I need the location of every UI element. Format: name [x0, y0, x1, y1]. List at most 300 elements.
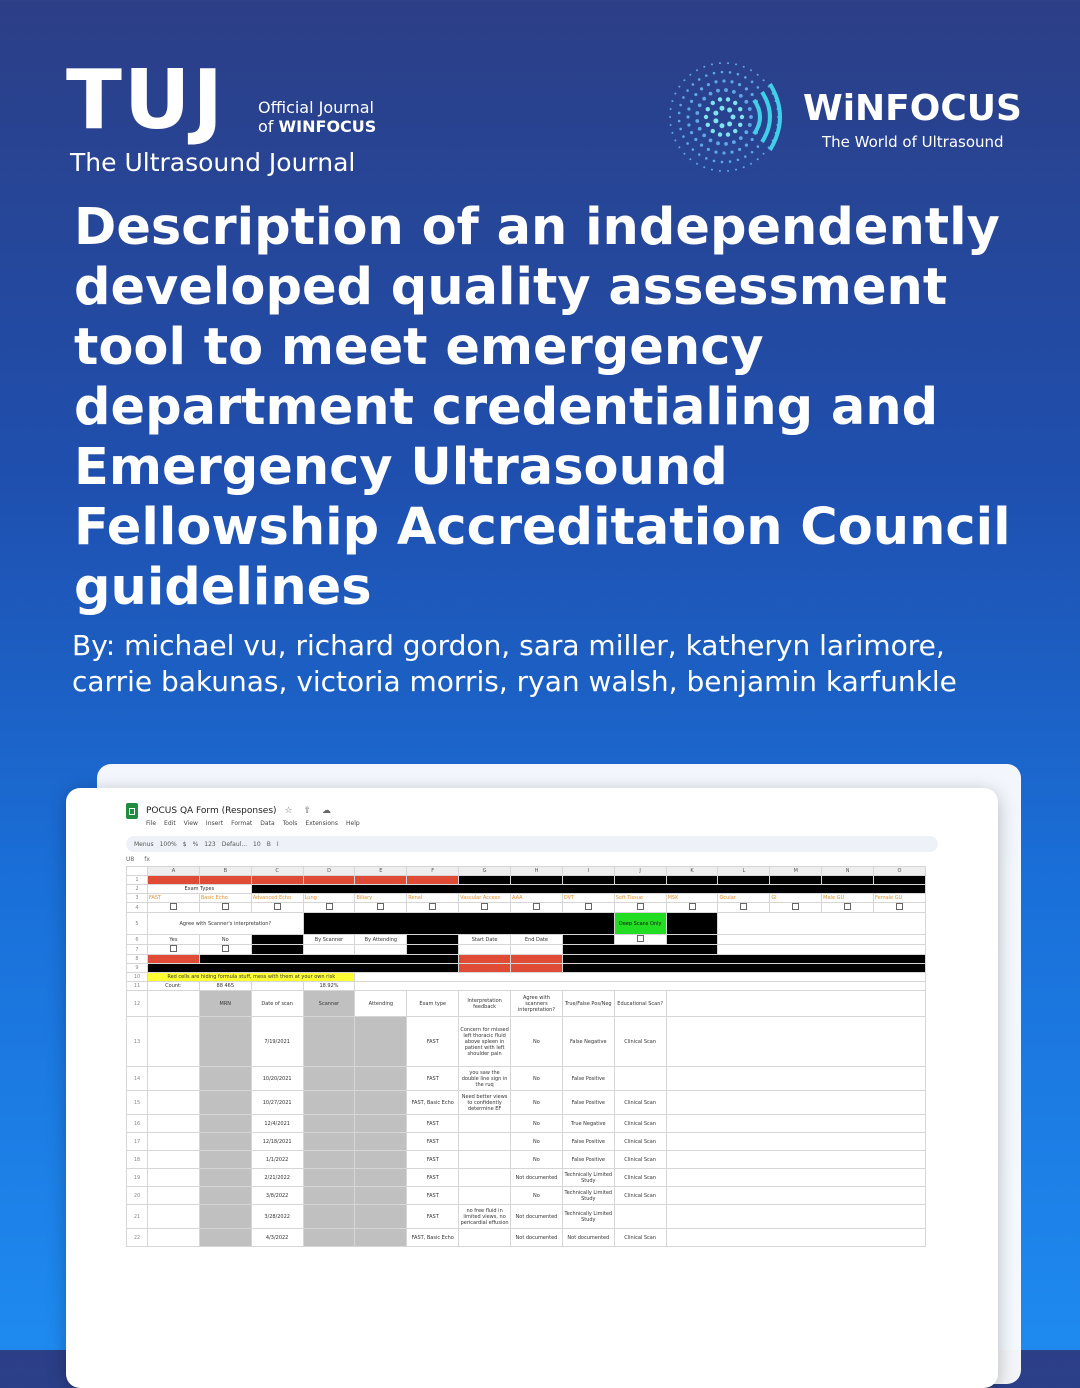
exam-type-label[interactable]: Female GU: [874, 894, 926, 903]
checkbox[interactable]: [429, 903, 436, 910]
cell[interactable]: [407, 945, 459, 955]
cell[interactable]: 1: [127, 876, 148, 885]
edu-cell[interactable]: Clinical Scan: [614, 1115, 666, 1133]
cell[interactable]: [407, 903, 459, 913]
cell[interactable]: 13: [127, 1017, 148, 1067]
cell[interactable]: [666, 1115, 925, 1133]
cell[interactable]: [562, 955, 925, 964]
cell[interactable]: 6: [127, 935, 148, 945]
cell[interactable]: [666, 1133, 925, 1151]
date-cell[interactable]: 1/1/2022: [251, 1151, 303, 1169]
cell[interactable]: 21: [127, 1205, 148, 1229]
cell[interactable]: [148, 1133, 200, 1151]
feedback-cell[interactable]: you saw the double line sign in the ruq: [459, 1067, 511, 1091]
cell[interactable]: [148, 964, 459, 973]
cell[interactable]: [251, 945, 303, 955]
feedback-cell[interactable]: [459, 1133, 511, 1151]
exam-type-label[interactable]: Soft Tissue: [614, 894, 666, 903]
feedback-cell[interactable]: Concern for missed left thoracic fluid above spleen in patient with left shoulder pain: [459, 1017, 511, 1067]
date-cell[interactable]: 7/19/2021: [251, 1017, 303, 1067]
cell[interactable]: [148, 1187, 200, 1205]
column-header[interactable]: J: [614, 867, 666, 876]
cell[interactable]: [148, 1017, 200, 1067]
cell[interactable]: [303, 1067, 355, 1091]
star-icon[interactable]: ☆ ⇪ ☁: [284, 806, 335, 816]
edu-cell[interactable]: Clinical Scan: [614, 1229, 666, 1247]
cell[interactable]: [199, 1115, 251, 1133]
checkbox[interactable]: [792, 903, 799, 910]
feedback-cell[interactable]: [459, 1115, 511, 1133]
cell[interactable]: [355, 1091, 407, 1115]
column-header[interactable]: B: [199, 867, 251, 876]
cell[interactable]: [148, 955, 200, 964]
feedback-cell[interactable]: [459, 1169, 511, 1187]
exam-type-label[interactable]: Ocular: [718, 894, 770, 903]
checkbox[interactable]: [637, 903, 644, 910]
cell[interactable]: [303, 1133, 355, 1151]
cell[interactable]: [199, 1017, 251, 1067]
cell[interactable]: 7: [127, 945, 148, 955]
count-label[interactable]: Count:: [148, 982, 200, 991]
agree-cell[interactable]: No: [511, 1115, 563, 1133]
cell[interactable]: [562, 945, 718, 955]
cell[interactable]: [666, 1091, 925, 1115]
checkbox[interactable]: [274, 903, 281, 910]
tf-cell[interactable]: False Positive: [562, 1091, 614, 1115]
exam-type-label[interactable]: Biliary: [355, 894, 407, 903]
cell[interactable]: [459, 903, 511, 913]
cell[interactable]: 15: [127, 1091, 148, 1115]
cell[interactable]: [251, 903, 303, 913]
cell[interactable]: [407, 935, 459, 945]
cell[interactable]: [666, 903, 718, 913]
cell[interactable]: [355, 876, 407, 885]
percent-value[interactable]: 18.92%: [303, 982, 355, 991]
official-winfocus: WINFOCUS: [278, 117, 377, 136]
agree-cell[interactable]: Not documented: [511, 1229, 563, 1247]
exam-type-label[interactable]: DVT: [562, 894, 614, 903]
cell[interactable]: [199, 945, 251, 955]
column-header[interactable]: F: [407, 867, 459, 876]
toolbar-item[interactable]: B: [266, 840, 271, 848]
globe-dot: [694, 138, 697, 141]
cell[interactable]: [355, 973, 926, 982]
date-cell[interactable]: 12/18/2021: [251, 1133, 303, 1151]
agree-cell[interactable]: Not documented: [511, 1169, 563, 1187]
cell[interactable]: [822, 903, 874, 913]
cell[interactable]: [303, 1091, 355, 1115]
exam-cell[interactable]: FAST: [407, 1169, 459, 1187]
cell[interactable]: [199, 1091, 251, 1115]
column-header[interactable]: M: [770, 867, 822, 876]
checkbox[interactable]: [222, 945, 229, 952]
cell[interactable]: [511, 964, 563, 973]
cell[interactable]: 12: [127, 991, 148, 1017]
checkbox[interactable]: [170, 903, 177, 910]
exam-cell[interactable]: FAST: [407, 1017, 459, 1067]
cell[interactable]: [199, 1133, 251, 1151]
cell[interactable]: [148, 1169, 200, 1187]
exam-cell[interactable]: FAST: [407, 1133, 459, 1151]
cell[interactable]: [355, 903, 407, 913]
menu-item[interactable]: Format: [231, 820, 253, 827]
column-header[interactable]: K: [666, 867, 718, 876]
agree-cell[interactable]: No: [511, 1091, 563, 1115]
cell[interactable]: [459, 876, 511, 885]
agree-cell[interactable]: No: [511, 1017, 563, 1067]
cell[interactable]: 3: [127, 894, 148, 903]
cell[interactable]: True/False Pos/Neg: [562, 991, 614, 1017]
cell[interactable]: [251, 885, 925, 894]
date-cell[interactable]: 10/20/2021: [251, 1067, 303, 1091]
cell[interactable]: [355, 1187, 407, 1205]
cell[interactable]: [666, 1067, 925, 1091]
exam-type-label[interactable]: Lung: [303, 894, 355, 903]
edu-cell[interactable]: [614, 1205, 666, 1229]
checkbox[interactable]: [377, 903, 384, 910]
column-header[interactable]: O: [874, 867, 926, 876]
column-header[interactable]: H: [511, 867, 563, 876]
cell[interactable]: [199, 1151, 251, 1169]
date-cell[interactable]: 10/27/2021: [251, 1091, 303, 1115]
cell[interactable]: [303, 876, 355, 885]
cell[interactable]: [614, 935, 666, 945]
edu-cell[interactable]: Clinical Scan: [614, 1133, 666, 1151]
cell[interactable]: Interpretation feedback: [459, 991, 511, 1017]
checkbox[interactable]: [896, 903, 903, 910]
cell[interactable]: [251, 982, 303, 991]
exam-type-label[interactable]: AAA: [511, 894, 563, 903]
cell[interactable]: [355, 945, 407, 955]
tf-cell[interactable]: False Positive: [562, 1133, 614, 1151]
menu-item[interactable]: Help: [346, 820, 360, 827]
feedback-cell[interactable]: [459, 1187, 511, 1205]
column-header[interactable]: N: [822, 867, 874, 876]
column-header[interactable]: G: [459, 867, 511, 876]
start-date-label[interactable]: Start Date: [459, 935, 511, 945]
exam-cell[interactable]: FAST, Basic Echo: [407, 1091, 459, 1115]
cell[interactable]: [251, 935, 303, 945]
no-label[interactable]: No: [199, 935, 251, 945]
count-value[interactable]: 88 465: [199, 982, 251, 991]
tf-cell[interactable]: True Negative: [562, 1115, 614, 1133]
agree-cell[interactable]: No: [511, 1187, 563, 1205]
date-cell[interactable]: 3/28/2022: [251, 1205, 303, 1229]
tf-cell[interactable]: False Positive: [562, 1067, 614, 1091]
checkbox[interactable]: [844, 903, 851, 910]
date-cell[interactable]: 12/4/2021: [251, 1115, 303, 1133]
globe-dot: [714, 80, 717, 83]
cell[interactable]: [770, 903, 822, 913]
cell[interactable]: [459, 964, 511, 973]
cell[interactable]: [199, 1187, 251, 1205]
date-cell[interactable]: 4/3/2022: [251, 1229, 303, 1247]
cell[interactable]: [303, 1229, 355, 1247]
cell[interactable]: [199, 876, 251, 885]
cell[interactable]: [355, 1169, 407, 1187]
exam-types-label[interactable]: Exam Types: [148, 885, 252, 894]
cell[interactable]: [459, 955, 511, 964]
cell[interactable]: [199, 1169, 251, 1187]
cell[interactable]: [355, 1229, 407, 1247]
cell[interactable]: [148, 1205, 200, 1229]
cell[interactable]: [562, 903, 614, 913]
tf-cell[interactable]: Technically Limited Study: [562, 1205, 614, 1229]
exam-cell[interactable]: FAST, Basic Echo: [407, 1229, 459, 1247]
feedback-cell[interactable]: no free fluid in limited views, no pericardial effusion: [459, 1205, 511, 1229]
cell[interactable]: MRN: [199, 991, 251, 1017]
cell[interactable]: [303, 1115, 355, 1133]
deep-scans-label[interactable]: Deep Scans Only: [614, 913, 666, 935]
tf-cell[interactable]: Technically Limited Study: [562, 1187, 614, 1205]
cell[interactable]: [251, 876, 303, 885]
column-header[interactable]: I: [562, 867, 614, 876]
feedback-cell[interactable]: [459, 1151, 511, 1169]
cell[interactable]: [614, 903, 666, 913]
cell[interactable]: [718, 913, 926, 935]
cell[interactable]: [303, 1017, 355, 1067]
warning-note[interactable]: Red cells are hiding formula stuff, mess with them at your own risk: [148, 973, 355, 982]
cell[interactable]: [511, 903, 563, 913]
exam-type-label[interactable]: Advanced Echo: [251, 894, 303, 903]
sheet-row: [127, 935, 926, 945]
cell[interactable]: [148, 1091, 200, 1115]
toolbar-item[interactable]: I: [276, 840, 279, 848]
cell[interactable]: [148, 1115, 200, 1133]
cell[interactable]: [718, 903, 770, 913]
cell[interactable]: Scanner: [303, 991, 355, 1017]
cell[interactable]: [562, 876, 614, 885]
exam-cell[interactable]: FAST: [407, 1205, 459, 1229]
column-header[interactable]: E: [355, 867, 407, 876]
checkbox[interactable]: [481, 903, 488, 910]
globe-dot: [698, 153, 701, 156]
cell[interactable]: 20: [127, 1187, 148, 1205]
cell[interactable]: [666, 1017, 925, 1067]
end-date-label[interactable]: End Date: [511, 935, 563, 945]
tf-cell[interactable]: False Positive: [562, 1151, 614, 1169]
cell[interactable]: Attending: [355, 991, 407, 1017]
edu-cell[interactable]: Clinical Scan: [614, 1017, 666, 1067]
cell[interactable]: 17: [127, 1133, 148, 1151]
yes-label[interactable]: Yes: [148, 935, 200, 945]
exam-type-label[interactable]: Vascular Access: [459, 894, 511, 903]
cell[interactable]: [199, 1229, 251, 1247]
toolbar-item[interactable]: Defaul...: [221, 840, 248, 848]
cell[interactable]: [199, 1067, 251, 1091]
cell[interactable]: [822, 876, 874, 885]
exam-cell[interactable]: FAST: [407, 1151, 459, 1169]
exam-type-label[interactable]: Basic Echo: [199, 894, 251, 903]
cell[interactable]: [666, 1169, 925, 1187]
sheet-row: [127, 964, 926, 973]
cell[interactable]: [511, 945, 563, 955]
agree-cell[interactable]: Not documented: [511, 1205, 563, 1229]
globe-dot: [733, 101, 737, 105]
cell[interactable]: [199, 903, 251, 913]
agree-cell[interactable]: No: [511, 1067, 563, 1091]
cell[interactable]: [511, 955, 563, 964]
cell[interactable]: [511, 876, 563, 885]
column-header[interactable]: C: [251, 867, 303, 876]
checkbox[interactable]: [170, 945, 177, 952]
cell[interactable]: Educational Scan?: [614, 991, 666, 1017]
menu-item[interactable]: Data: [260, 820, 275, 827]
exam-type-label[interactable]: GI: [770, 894, 822, 903]
cell[interactable]: [303, 1169, 355, 1187]
cell[interactable]: [148, 1151, 200, 1169]
cell[interactable]: [562, 964, 925, 973]
cell[interactable]: [303, 1187, 355, 1205]
tf-cell[interactable]: False Negative: [562, 1017, 614, 1067]
cell[interactable]: [874, 903, 926, 913]
cell[interactable]: [148, 903, 200, 913]
cell[interactable]: [303, 1151, 355, 1169]
exam-cell[interactable]: FAST: [407, 1067, 459, 1091]
by-scanner-label[interactable]: By Scanner: [303, 935, 355, 945]
cell[interactable]: [127, 867, 148, 876]
menu-item[interactable]: Edit: [164, 820, 176, 827]
cell[interactable]: [148, 876, 200, 885]
menu-item[interactable]: Tools: [282, 820, 298, 827]
cell[interactable]: Exam type: [407, 991, 459, 1017]
cell[interactable]: 14: [127, 1067, 148, 1091]
checkbox[interactable]: [222, 903, 229, 910]
cell[interactable]: 8: [127, 955, 148, 964]
cell[interactable]: [303, 1205, 355, 1229]
cell[interactable]: 9: [127, 964, 148, 973]
edu-cell[interactable]: [614, 1067, 666, 1091]
cell[interactable]: [355, 1115, 407, 1133]
cell[interactable]: [666, 913, 718, 935]
toolbar-item[interactable]: $: [182, 840, 187, 848]
menu-item[interactable]: Insert: [205, 820, 224, 827]
cell[interactable]: 10: [127, 973, 148, 982]
tf-cell[interactable]: Not documented: [562, 1229, 614, 1247]
cell[interactable]: 16: [127, 1115, 148, 1133]
cell[interactable]: [666, 1187, 925, 1205]
cell[interactable]: [199, 1205, 251, 1229]
cell[interactable]: [355, 982, 926, 991]
menu-item[interactable]: View: [183, 820, 198, 827]
sheet-title[interactable]: POCUS QA Form (Responses): [146, 806, 277, 816]
toolbar-item[interactable]: %: [192, 840, 199, 848]
globe-dot: [730, 150, 733, 153]
cell[interactable]: [666, 1205, 925, 1229]
cell[interactable]: [459, 945, 511, 955]
cell[interactable]: [718, 935, 926, 945]
edu-cell[interactable]: Clinical Scan: [614, 1091, 666, 1115]
cell[interactable]: [148, 945, 200, 955]
toolbar-item[interactable]: 123: [204, 840, 216, 848]
cell[interactable]: [666, 1151, 925, 1169]
agree-label[interactable]: Agree with Scanner's interpretation?: [148, 913, 304, 935]
edu-cell[interactable]: Clinical Scan: [614, 1187, 666, 1205]
column-header[interactable]: D: [303, 867, 355, 876]
cell[interactable]: [355, 1133, 407, 1151]
cell[interactable]: [303, 913, 614, 935]
toolbar-item[interactable]: Menus: [134, 840, 154, 848]
column-header[interactable]: A: [148, 867, 200, 876]
cell[interactable]: [355, 1205, 407, 1229]
cell[interactable]: [562, 935, 614, 945]
cell[interactable]: [718, 945, 926, 955]
cell[interactable]: [199, 955, 458, 964]
checkbox[interactable]: [585, 903, 592, 910]
cell[interactable]: 5: [127, 913, 148, 935]
cell-reference[interactable]: U8: [126, 855, 135, 863]
cell[interactable]: [718, 876, 770, 885]
cell[interactable]: [355, 1151, 407, 1169]
column-header[interactable]: L: [718, 867, 770, 876]
cell[interactable]: 19: [127, 1169, 148, 1187]
checkbox[interactable]: [637, 935, 644, 942]
menu-item[interactable]: File: [146, 820, 157, 827]
cell[interactable]: [148, 1229, 200, 1247]
checkbox[interactable]: [740, 903, 747, 910]
cell[interactable]: [355, 1067, 407, 1091]
by-attending-label[interactable]: By Attending: [355, 935, 407, 945]
date-cell[interactable]: 2/21/2022: [251, 1169, 303, 1187]
cell[interactable]: [874, 876, 926, 885]
cell[interactable]: 22: [127, 1229, 148, 1247]
exam-type-label[interactable]: Male GU: [822, 894, 874, 903]
cell[interactable]: [148, 1067, 200, 1091]
cell[interactable]: [303, 903, 355, 913]
cell[interactable]: 18: [127, 1151, 148, 1169]
cell[interactable]: [666, 991, 925, 1017]
exam-cell[interactable]: FAST: [407, 1187, 459, 1205]
agree-cell[interactable]: No: [511, 1133, 563, 1151]
checkbox[interactable]: [326, 903, 333, 910]
agree-cell[interactable]: No: [511, 1151, 563, 1169]
checkbox[interactable]: [533, 903, 540, 910]
sheet-row: [127, 1115, 926, 1133]
date-cell[interactable]: 3/8/2022: [251, 1187, 303, 1205]
cell[interactable]: Agree with scanners interpretation?: [511, 991, 563, 1017]
cell[interactable]: [148, 991, 200, 1017]
cell[interactable]: [614, 876, 666, 885]
tf-cell[interactable]: Technically Limited Study: [562, 1169, 614, 1187]
globe-dot: [757, 86, 760, 89]
exam-cell[interactable]: FAST: [407, 1115, 459, 1133]
feedback-cell[interactable]: [459, 1229, 511, 1247]
feedback-cell[interactable]: Need better views to confidently determine EF: [459, 1091, 511, 1115]
cell[interactable]: 11: [127, 982, 148, 991]
sheet-row: [127, 867, 926, 876]
cell[interactable]: [770, 876, 822, 885]
cell[interactable]: [666, 1229, 925, 1247]
edu-cell[interactable]: Clinical Scan: [614, 1169, 666, 1187]
cell[interactable]: 4: [127, 903, 148, 913]
menu-item[interactable]: Extensions: [305, 820, 338, 827]
official-journal-label: [258, 98, 376, 136]
exam-type-label[interactable]: MSK: [666, 894, 718, 903]
exam-type-label[interactable]: Renal: [407, 894, 459, 903]
cell[interactable]: [355, 1017, 407, 1067]
cell[interactable]: 2: [127, 885, 148, 894]
exam-type-label[interactable]: FAST: [148, 894, 200, 903]
cell[interactable]: [666, 935, 718, 945]
cell[interactable]: [303, 945, 355, 955]
toolbar-item[interactable]: 10: [253, 840, 261, 848]
toolbar-item[interactable]: 100%: [159, 840, 177, 848]
edu-cell[interactable]: Clinical Scan: [614, 1151, 666, 1169]
cell[interactable]: Date of scan: [251, 991, 303, 1017]
cell[interactable]: [666, 876, 718, 885]
cell[interactable]: [407, 876, 459, 885]
checkbox[interactable]: [689, 903, 696, 910]
